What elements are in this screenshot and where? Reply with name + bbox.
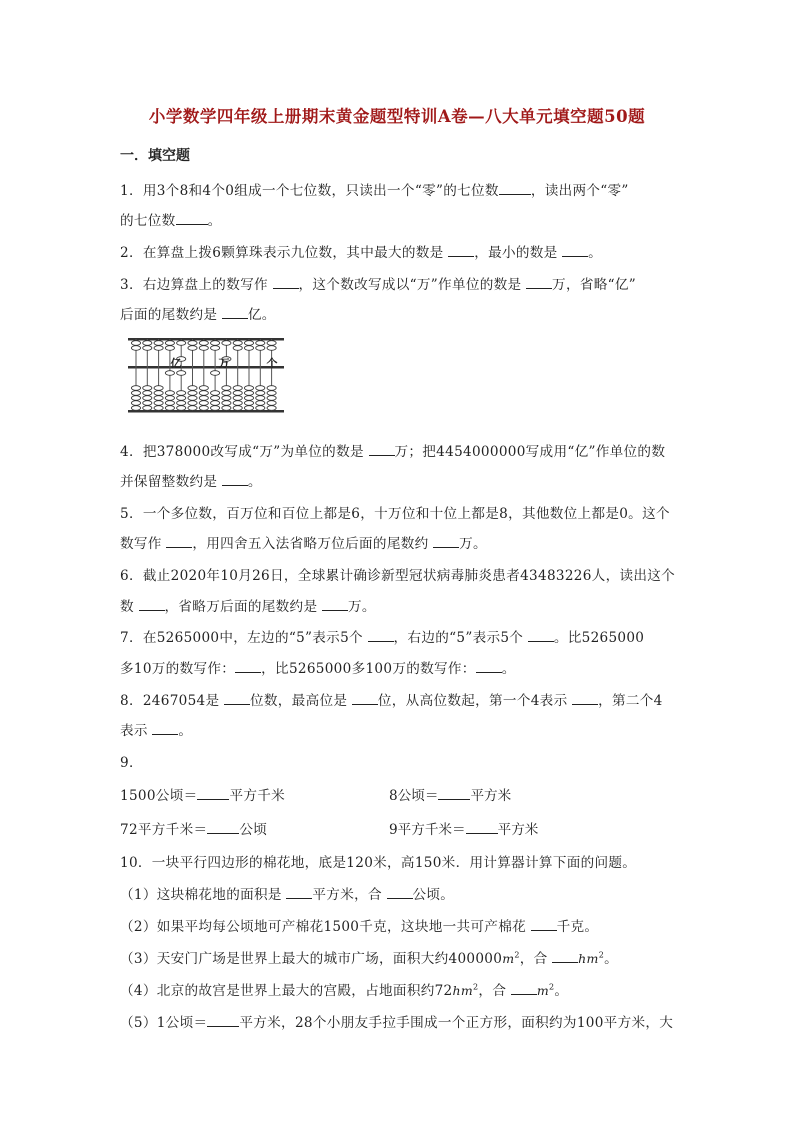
abacus-bead [222, 401, 231, 406]
abacus-bead [211, 391, 220, 396]
answer-blank[interactable] [152, 722, 178, 735]
answer-blank[interactable] [368, 629, 394, 642]
abacus-bead [177, 406, 186, 411]
abacus-bead [188, 386, 197, 391]
abacus-bead [188, 341, 197, 346]
answer-blank[interactable] [352, 692, 378, 705]
answer-blank[interactable] [476, 660, 502, 673]
abacus-bead [131, 391, 140, 396]
question-10-part-2: （2）如果平均每公顷地可产棉花1500千克，这块地一共可产棉花 千克。 [120, 919, 599, 935]
page-title: 小学数学四年级上册期末黄金题型特训A卷—八大单元填空题50题 [148, 107, 646, 126]
abacus-bead [211, 341, 220, 346]
answer-blank[interactable] [139, 598, 165, 611]
abacus-bead [188, 401, 197, 406]
abacus-bead [199, 346, 208, 351]
abacus-bead [165, 346, 174, 351]
answer-blank[interactable] [526, 276, 552, 289]
question-6-cont: 数 ，省略万后面的尾数约是 万。 [120, 599, 376, 615]
abacus-bead [211, 406, 220, 411]
abacus-bead [154, 396, 163, 401]
question-4-cont: 并保留整数约是 。 [120, 474, 262, 490]
abacus-bead [244, 346, 253, 351]
abacus-bead [244, 401, 253, 406]
answer-blank[interactable] [224, 692, 250, 705]
abacus-bead [244, 386, 253, 391]
abacus-bead [233, 386, 242, 391]
abacus-bead [256, 406, 265, 411]
answer-blank[interactable] [273, 276, 299, 289]
abacus-bead [256, 341, 265, 346]
abacus-bead [267, 346, 276, 351]
abacus-bead [143, 346, 152, 351]
abacus-bead [165, 341, 174, 346]
abacus-label-ge: 个 [266, 357, 278, 370]
question-10-part-1: （1）这块棉花地的面积是 平方米，合 公顷。 [120, 887, 455, 903]
answer-blank[interactable] [166, 535, 192, 548]
answer-blank[interactable] [235, 660, 261, 673]
question-3-cont: 后面的尾数约是 亿。 [120, 307, 276, 323]
question-1-cont: 的七位数 。 [120, 213, 222, 229]
question-7-cont: 多10万的数写作： ，比5265000多100万的数写作： 。 [120, 661, 516, 677]
abacus-bead [211, 401, 220, 406]
abacus-bead [233, 406, 242, 411]
section-heading: 一．填空题 [120, 148, 190, 164]
answer-blank[interactable] [466, 821, 498, 834]
answer-blank[interactable] [369, 443, 395, 456]
answer-blank[interactable] [448, 244, 474, 257]
answer-blank[interactable] [387, 886, 413, 899]
abacus-bead [188, 346, 197, 351]
abacus-bead [165, 401, 174, 406]
abacus-bead [199, 406, 208, 411]
abacus-bead [211, 346, 220, 351]
abacus-bead [165, 371, 174, 376]
abacus-bead [177, 371, 186, 376]
abacus-bead [222, 391, 231, 396]
answer-blank[interactable] [433, 535, 459, 548]
abacus-bead [222, 396, 231, 401]
abacus-bead [131, 406, 140, 411]
abacus-label-yi: 亿 [170, 357, 182, 370]
abacus-bead [165, 396, 174, 401]
answer-blank[interactable] [197, 787, 229, 800]
abacus-bead [233, 396, 242, 401]
abacus-bead [244, 396, 253, 401]
answer-blank[interactable] [528, 629, 554, 642]
conversion-3: 72平方千米＝ 公顷 [120, 822, 268, 838]
abacus-label-wan: 万 [218, 357, 230, 370]
question-5: 5．一个多位数，百万位和百位上都是6，十万位和十位上都是8，其他数位上都是0。这个 [120, 506, 670, 522]
answer-blank[interactable] [511, 982, 537, 995]
answer-blank[interactable] [499, 182, 531, 195]
question-10: 10．一块平行四边形的棉花地，底是120米，高150米．用计算器计算下面的问题。 [120, 855, 637, 871]
abacus-bead [233, 391, 242, 396]
question-8-cont: 表示 。 [120, 723, 193, 739]
abacus-bead [256, 396, 265, 401]
abacus-bead [131, 341, 140, 346]
abacus-bead [188, 391, 197, 396]
abacus-bead [154, 386, 163, 391]
abacus-bead [244, 406, 253, 411]
abacus-bead [267, 391, 276, 396]
abacus-bead [143, 391, 152, 396]
conversion-4: 9平方千米＝ 平方米 [389, 822, 539, 838]
abacus-bead [154, 391, 163, 396]
abacus-bead [143, 401, 152, 406]
abacus-bead [188, 396, 197, 401]
answer-blank[interactable] [222, 473, 248, 486]
abacus-bead [177, 391, 186, 396]
abacus-bead [267, 341, 276, 346]
abacus-bead [233, 346, 242, 351]
abacus-bead [143, 386, 152, 391]
abacus-bead [165, 406, 174, 411]
answer-blank[interactable] [207, 1014, 239, 1027]
abacus-bead [177, 341, 186, 346]
abacus-bead [165, 391, 174, 396]
abacus-bead [199, 396, 208, 401]
abacus-bead [267, 406, 276, 411]
abacus-bead [233, 341, 242, 346]
conversion-1: 1500公顷＝ 平方千米 [120, 788, 286, 804]
abacus-bead [177, 401, 186, 406]
answer-blank[interactable] [222, 306, 248, 319]
abacus-bead [267, 386, 276, 391]
question-6: 6．截止2020年10月26日，全球累计确诊新型冠状病毒肺炎患者43483226人，读出这个 [120, 568, 676, 584]
answer-blank[interactable] [207, 821, 239, 834]
abacus-bead [143, 341, 152, 346]
abacus-bead [154, 406, 163, 411]
abacus-bead [131, 396, 140, 401]
abacus-bead [222, 341, 231, 346]
abacus-bead [211, 371, 220, 376]
abacus-bead [222, 386, 231, 391]
abacus-figure [126, 336, 286, 416]
answer-blank[interactable] [572, 692, 598, 705]
question-10-part-5: （5）1公顷＝ 平方米，28个小朋友手拉手围成一个正方形，面积约为100平方米，大 [120, 1015, 674, 1031]
abacus-bead [244, 391, 253, 396]
abacus-bead [188, 406, 197, 411]
abacus-bead [211, 396, 220, 401]
abacus-bead [256, 391, 265, 396]
answer-blank[interactable] [322, 598, 348, 611]
answer-blank[interactable] [286, 886, 312, 899]
question-2: 2．在算盘上拨6颗算珠表示九位数，其中最大的数是 ，最小的数是 。 [120, 245, 603, 261]
answer-blank[interactable] [531, 918, 557, 931]
abacus-bead [131, 346, 140, 351]
abacus-bead [154, 341, 163, 346]
answer-blank[interactable] [562, 244, 588, 257]
question-4: 4．把378000改写成“万”为单位的数是 万；把4454000000写成用“亿”作单位的数 [120, 444, 666, 460]
question-10-part-4: （4）北京的故宫是世界上最大的宫殿，占地面积约$72hm^2$，合 $m^2$。 [120, 982, 569, 999]
question-3: 3．右边算盘上的数写作 ，这个数改写成以“万”作单位的数是 万，省略“亿” [120, 277, 637, 293]
abacus-bead [256, 401, 265, 406]
abacus-bead [177, 396, 186, 401]
abacus-bead [267, 396, 276, 401]
abacus-bead [154, 346, 163, 351]
abacus-bead [244, 341, 253, 346]
question-9: 9． [120, 755, 143, 771]
abacus-bead [199, 401, 208, 406]
question-8: 8．2467054是 位数，最高位是 位，从高位数起，第一个4表示 ，第二个4 [120, 693, 663, 709]
abacus-bead [143, 396, 152, 401]
abacus-bead [143, 406, 152, 411]
abacus-bead [267, 401, 276, 406]
answer-blank[interactable] [176, 212, 208, 225]
answer-blank[interactable] [438, 787, 470, 800]
abacus-bead [131, 401, 140, 406]
question-1: 1．用3个8和4个0组成一个七位数，只读出一个“零”的七位数 ，读出两个“零” [120, 183, 629, 199]
question-5-cont: 数写作 ，用四舍五入法省略万位后面的尾数约 万。 [120, 536, 487, 552]
abacus-bead [199, 386, 208, 391]
abacus-bead [256, 386, 265, 391]
question-7: 7．在5265000中，左边的“5”表示5个 ，右边的“5”表示5个 。比5265000 [120, 630, 645, 646]
answer-blank[interactable] [552, 950, 578, 963]
abacus-bead [233, 401, 242, 406]
abacus-bead [199, 391, 208, 396]
abacus-bead [131, 386, 140, 391]
abacus-bead [154, 401, 163, 406]
abacus-bead [222, 406, 231, 411]
conversion-2: 8公顷＝ 平方米 [389, 788, 512, 804]
question-10-part-3: （3）天安门广场是世界上最大的城市广场，面积大约$400000m^2$，合 $hm^2$。 [120, 950, 618, 967]
abacus-bead [256, 346, 265, 351]
abacus-bead [199, 341, 208, 346]
